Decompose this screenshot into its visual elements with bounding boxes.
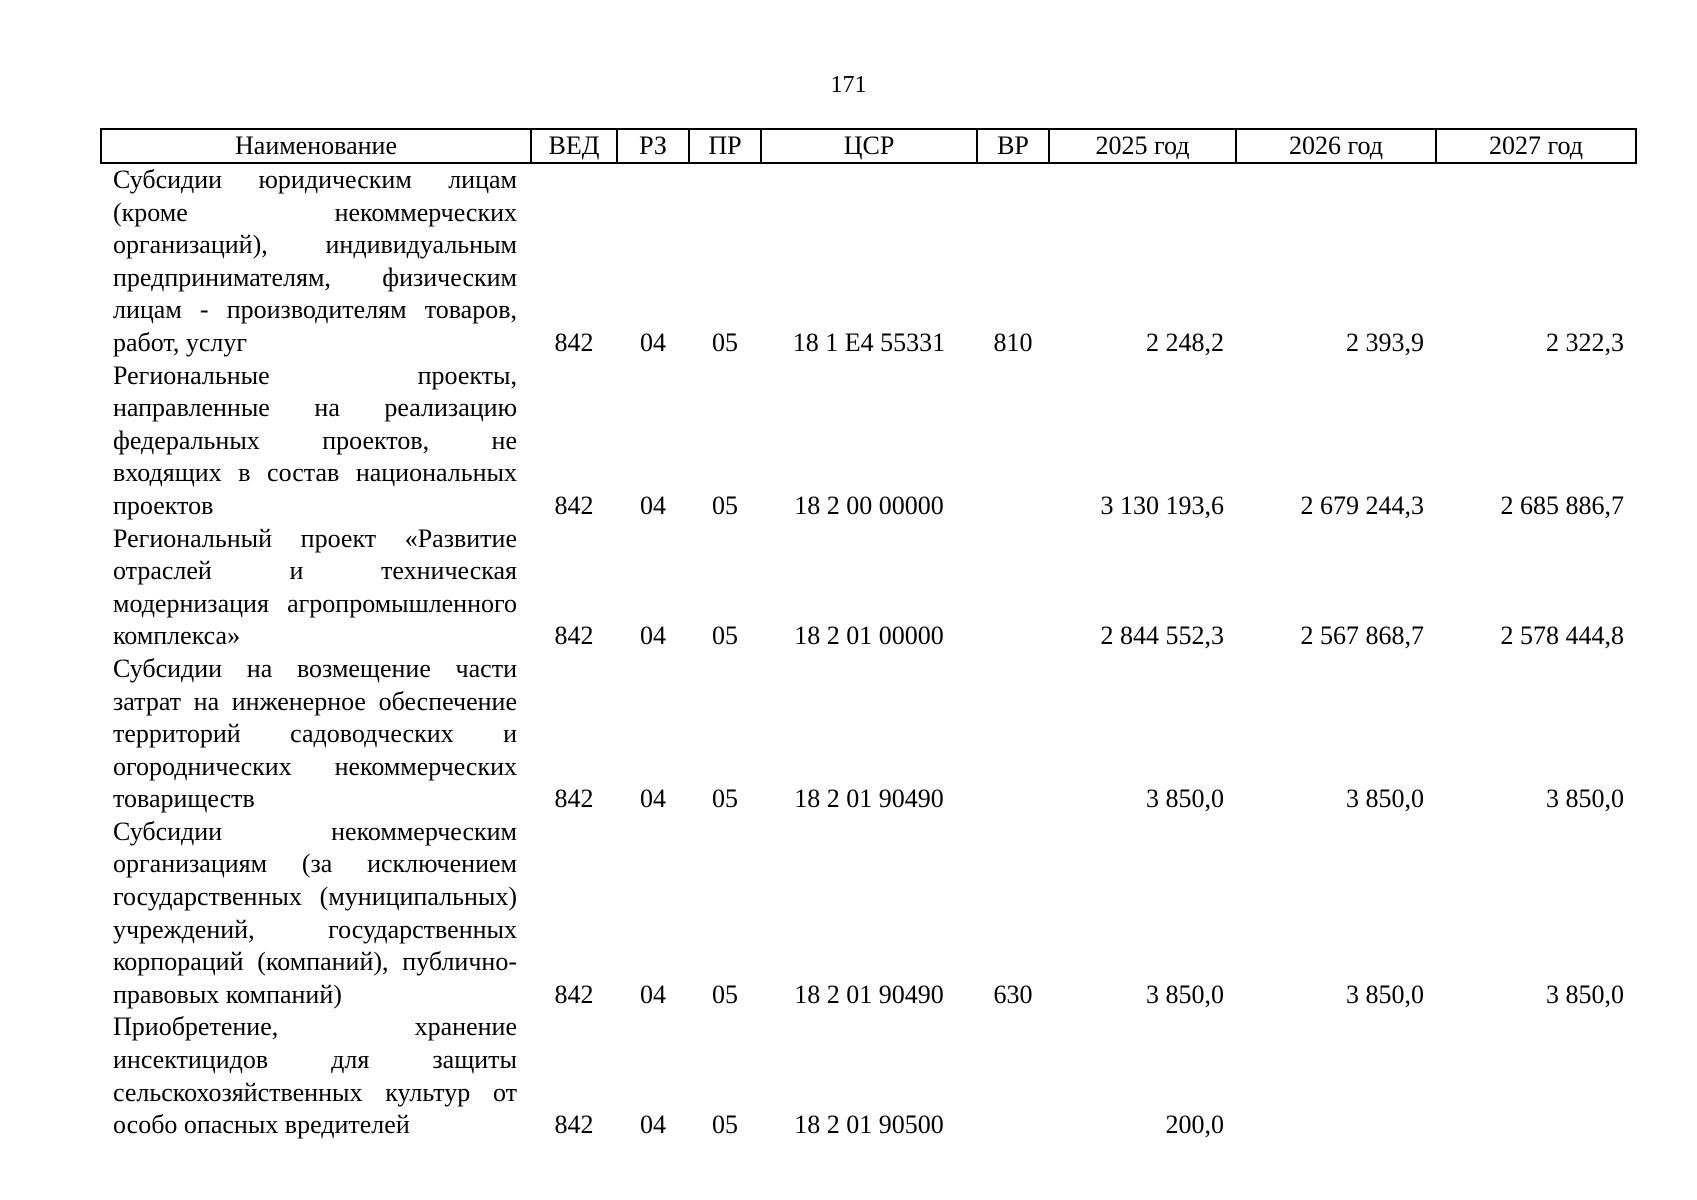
row-2027: 2 322,3 [1546, 327, 1624, 357]
row-ved: 842 [554, 327, 594, 357]
row-csr: 18 1 Е4 55331 [792, 327, 946, 357]
row-rz: 04 [640, 1110, 666, 1140]
row-name: Региональные проекты, направленные на реализацию федеральных проектов, не входящих в состав национальных проектов [113, 360, 517, 520]
row-2026: 2 393,9 [1346, 327, 1424, 357]
table-row [101, 816, 1636, 1012]
row-name: Субсидии на возмещение части затрат на инженерное обеспечение территорий садоводческих и огороднических некоммерческих товариществ [113, 653, 517, 814]
row-2025: 3 850,0 [1146, 784, 1224, 814]
row-2027: 3 850,0 [1546, 979, 1624, 1009]
row-csr: 18 2 01 90490 [794, 979, 944, 1009]
row-2026: 3 850,0 [1346, 784, 1424, 814]
row-rz: 04 [640, 490, 666, 520]
row-ved: 842 [554, 979, 594, 1009]
row-vr [977, 653, 1049, 816]
row-2025: 2 844 552,3 [1100, 621, 1224, 651]
row-pr: 05 [712, 784, 738, 814]
row-ved: 842 [554, 1110, 594, 1140]
row-csr: 18 2 01 90500 [794, 1110, 944, 1140]
row-pr: 05 [712, 979, 738, 1009]
row-rz: 04 [640, 979, 666, 1009]
header-name: Наименование [101, 129, 531, 163]
row-rz: 04 [640, 621, 666, 651]
budget-table [100, 128, 1637, 1142]
row-rz: 04 [640, 784, 666, 814]
row-2025: 3 850,0 [1146, 979, 1224, 1009]
header-2027: 2027 год [1436, 129, 1636, 163]
table-row [101, 1011, 1636, 1141]
row-pr: 05 [712, 490, 738, 520]
table-row [101, 163, 1636, 360]
row-2027: 2 685 886,7 [1500, 490, 1624, 520]
row-name: Региональный проект «Развитие отраслей и техническая модернизация агропромышленного комплекса» [113, 523, 517, 651]
table-header-row [101, 129, 1636, 163]
row-pr: 05 [712, 621, 738, 651]
row-pr: 05 [712, 1110, 738, 1140]
row-name: Субсидии юридическим лицам (кроме некоммерческих организаций), индивидуальным предпринимателям, физическим лицам - производителям товаров, работ, услуг [113, 165, 517, 357]
row-vr [977, 1011, 1049, 1141]
row-rz: 04 [640, 327, 666, 357]
row-2027: 3 850,0 [1546, 784, 1624, 814]
row-vr: 810 [993, 327, 1033, 357]
row-vr [977, 360, 1049, 523]
header-2026: 2026 год [1236, 129, 1436, 163]
row-pr: 05 [712, 327, 738, 357]
row-csr: 18 2 01 00000 [794, 621, 944, 651]
page-number: 171 [830, 72, 867, 98]
header-2025: 2025 год [1049, 129, 1236, 163]
row-csr: 18 2 00 00000 [794, 490, 944, 520]
row-2025: 2 248,2 [1146, 327, 1224, 357]
header-vr: ВР [977, 129, 1049, 163]
table-row [101, 653, 1636, 816]
row-name: Приобретение, хранение инсектицидов для защиты сельскохозяйственных культур от особо опасных вредителей [113, 1012, 517, 1140]
row-2026: 3 850,0 [1346, 979, 1424, 1009]
row-name: Субсидии некоммерческим организациям (за исключением государственных (муниципальных) учреждений, государственных корпораций (компаний), публично-правовых компаний) [113, 816, 517, 1009]
row-2027 [1436, 1011, 1636, 1141]
row-2025: 3 130 193,6 [1100, 490, 1224, 520]
row-2025: 200,0 [1165, 1110, 1224, 1140]
row-vr [977, 523, 1049, 653]
row-ved: 842 [554, 621, 594, 651]
header-rz: РЗ [617, 129, 689, 163]
header-pr: ПР [689, 129, 761, 163]
row-ved: 842 [554, 490, 594, 520]
table-row [101, 360, 1636, 523]
row-2026: 2 679 244,3 [1300, 490, 1424, 520]
table-row [101, 523, 1636, 653]
header-csr: ЦСР [761, 129, 977, 163]
row-2026 [1236, 1011, 1436, 1141]
header-ved: ВЕД [531, 129, 617, 163]
row-csr: 18 2 01 90490 [794, 784, 944, 814]
row-vr: 630 [993, 979, 1033, 1009]
row-ved: 842 [554, 784, 594, 814]
row-2027: 2 578 444,8 [1500, 621, 1624, 651]
row-2026: 2 567 868,7 [1300, 621, 1424, 651]
